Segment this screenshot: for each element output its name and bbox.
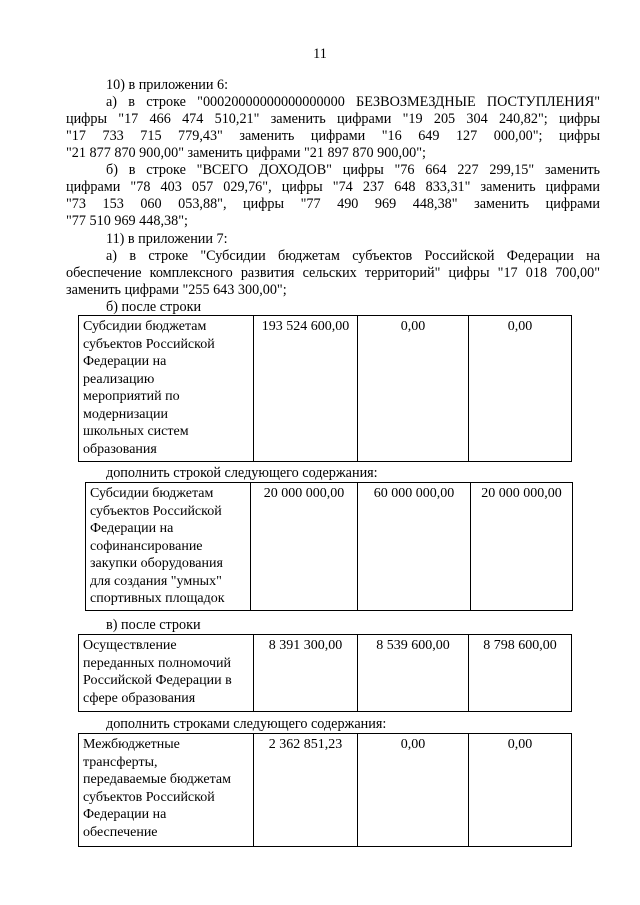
- value-cell-3: 8 798 600,00: [469, 635, 572, 712]
- value-cell-3: 20 000 000,00: [471, 483, 573, 611]
- value-cell-1: 2 362 851,23: [254, 734, 358, 847]
- paragraph-10b-line3: "73 153 060 053,88", цифры "77 490 969 448,38" заменить цифрами: [66, 196, 600, 212]
- table-row: [79, 635, 572, 712]
- paragraph-10b-line2: цифрами "78 403 057 029,76", цифры "74 237 648 833,31" заменить цифрами: [66, 179, 600, 195]
- value-cell-3: 0,00: [469, 316, 572, 462]
- paragraph-10a-line1: а) в строке "00020000000000000000 БЕЗВОЗМЕЗДНЫЕ ПОСТУПЛЕНИЯ": [106, 94, 600, 110]
- value-cell-1: 8 391 300,00: [254, 635, 358, 712]
- row-name-cell: Осуществление переданных полномочий Российской Федерации в сфере образования: [79, 635, 254, 712]
- table-row-education-powers: [78, 634, 572, 712]
- value-cell-2: 60 000 000,00: [358, 483, 471, 611]
- paragraph-item-10: 10) в приложении 6:: [106, 77, 229, 93]
- table-row-interbudget-transfers: [78, 733, 572, 847]
- row-name-cell: Субсидии бюджетам субъектов Российской Федерации на софинансирование закупки оборудования для создания "умных" спортивных площадок: [86, 483, 251, 611]
- table-row: [79, 734, 572, 847]
- table-row-smart-sports-grounds: [85, 482, 573, 611]
- paragraph-11a-line1: а) в строке "Субсидии бюджетам субъектов Российской Федерации на: [106, 248, 600, 264]
- paragraph-item-11: 11) в приложении 7:: [106, 231, 228, 247]
- page-number: 11: [313, 46, 327, 62]
- paragraph-11b-intro: б) после строки: [106, 299, 202, 315]
- value-cell-2: 0,00: [358, 316, 469, 462]
- table-row: [79, 316, 572, 462]
- add-row-instruction: дополнить строкой следующего содержания:: [106, 465, 378, 481]
- paragraph-10a-line4: "21 877 870 900,00" заменить цифрами "21 897 870 900,00";: [66, 145, 426, 161]
- value-cell-1: 193 524 600,00: [254, 316, 358, 462]
- add-rows-instruction: дополнить строками следующего содержания:: [106, 716, 387, 732]
- row-name-cell: Межбюджетные трансферты, передаваемые бюджетам субъектов Российской Федерации на обеспечение: [79, 734, 254, 847]
- paragraph-10b-line1: б) в строке "ВСЕГО ДОХОДОВ" цифры "76 664 227 299,15" заменить: [106, 162, 600, 178]
- value-cell-3: 0,00: [469, 734, 572, 847]
- row-name-cell: Субсидии бюджетам субъектов Российской Федерации на реализацию мероприятий по модернизации школьных систем образования: [79, 316, 254, 462]
- value-cell-2: 8 539 600,00: [358, 635, 469, 712]
- paragraph-11c-intro: в) после строки: [106, 617, 201, 633]
- paragraph-11a-line2: обеспечение комплексного развития сельских территорий" цифры "17 018 700,00": [66, 265, 600, 281]
- table-row-school-modernization: [78, 315, 572, 462]
- value-cell-2: 0,00: [358, 734, 469, 847]
- paragraph-10a-line2: цифры "17 466 474 510,21" заменить цифрами "19 205 304 240,82"; цифры: [66, 111, 600, 127]
- value-cell-1: 20 000 000,00: [251, 483, 358, 611]
- paragraph-10a-line3: "17 733 715 779,43" заменить цифрами "16 649 127 000,00"; цифры: [66, 128, 600, 144]
- paragraph-11a-line3: заменить цифрами "255 643 300,00";: [66, 282, 287, 298]
- paragraph-10b-line4: "77 510 969 448,38";: [66, 213, 188, 229]
- table-row: [86, 483, 573, 611]
